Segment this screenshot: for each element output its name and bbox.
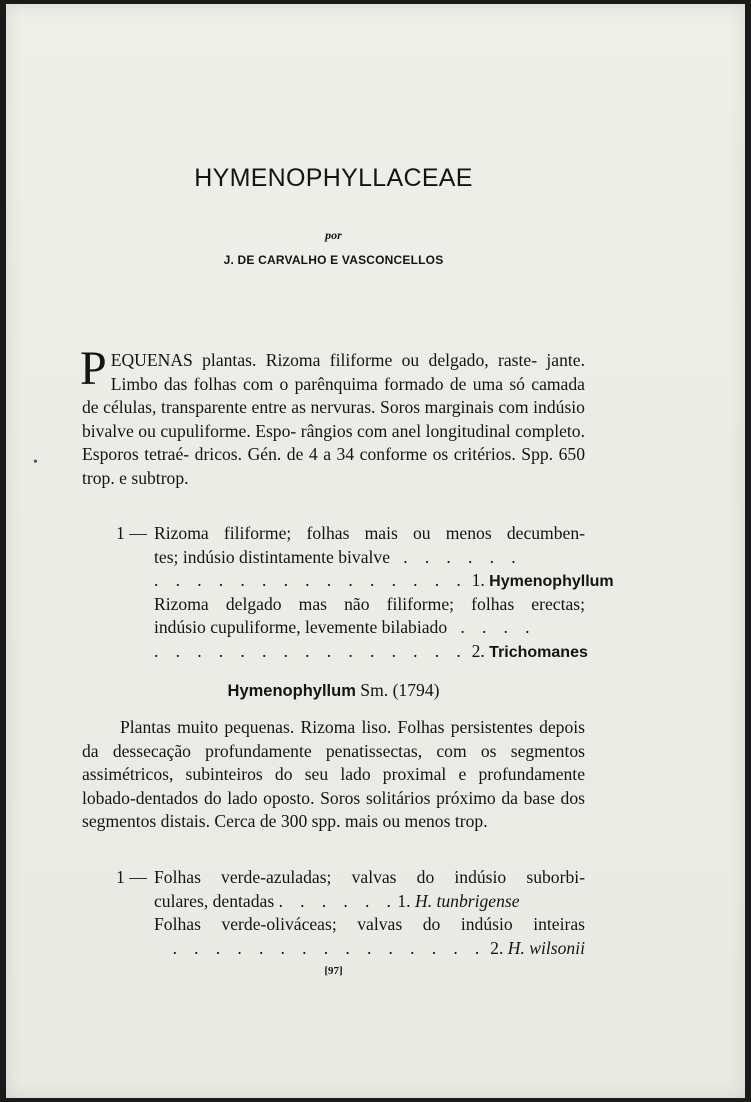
key-text-part: culares, dentadas	[154, 890, 275, 911]
species-key	[82, 866, 585, 960]
genus-key	[82, 522, 614, 664]
genus-description	[82, 716, 585, 834]
key-row	[82, 937, 585, 961]
result-genus: Trichomanes	[489, 643, 588, 661]
key-number: 1 —	[116, 523, 147, 543]
key-row	[82, 866, 585, 890]
intro-paragraph	[80, 342, 585, 491]
genus-authority: Sm. (1794)	[360, 680, 440, 700]
intro-line: rângios com anel longitudinal completo. Esporos tetraé-	[82, 420, 585, 465]
result-number: 1.	[397, 890, 411, 911]
genus-name: Hymenophyllum	[227, 682, 356, 700]
desc-text: solitários próximo da base dos segmentos distais. Cerca de	[82, 787, 585, 832]
book-page	[6, 4, 745, 1098]
leader-dots: . . . . . .	[278, 890, 398, 911]
show-through-decoration	[156, 84, 606, 112]
key-text	[154, 546, 585, 570]
leader-dots: . . . . . . . . . . . . . . .	[154, 640, 468, 661]
leader-dots: . . . . . .	[403, 546, 523, 567]
result-number: 2.	[490, 937, 504, 958]
result-species: wilsonii	[529, 937, 585, 958]
desc-text: segmentos assimétricos, subinteiros do seu lado proximal	[82, 740, 585, 785]
result-genus: Hymenophyllum	[489, 573, 614, 591]
intro-line: Soros marginais com indúsio bivalve ou cupuliforme. Espo-	[82, 397, 585, 441]
key-text: Folhas verde-azuladas; valvas do indúsio suborbi-	[154, 867, 585, 887]
intro-line: EQUENAS plantas. Rizoma filiforme ou delgado, raste-	[110, 350, 538, 370]
key-text: Folhas verde-oliváceas; valvas do indúsio inteiras	[154, 914, 585, 935]
author-name: J. DE CARVALHO E VASCONCELLOS	[223, 253, 444, 267]
result-number: 1.	[471, 570, 485, 591]
genus-heading	[82, 680, 585, 701]
key-text: Rizoma filiforme; folhas mais ou menos decumben-	[154, 523, 585, 543]
result-genus: H.	[414, 890, 433, 911]
intro-line: de uma só camada de células, transparente entre as nervuras.	[82, 373, 585, 418]
intro-line: e subtrop.	[119, 467, 189, 488]
key-text	[154, 616, 585, 640]
result-genus: H.	[507, 937, 525, 958]
desc-text: 300 spp. mais ou menos trop.	[280, 811, 488, 832]
page-number: [97]	[324, 965, 343, 977]
key-row	[82, 890, 585, 914]
key-row	[82, 546, 585, 570]
byline-label: por	[325, 228, 342, 242]
desc-line	[82, 716, 585, 834]
desc-text: depois da dessecação profundamente penatissectas, com os	[82, 717, 585, 761]
key-number: 1 —	[116, 867, 147, 887]
margin-speck: •	[33, 455, 38, 470]
key-text-part: tes; indúsio distintamente bivalve	[154, 546, 391, 567]
key-text-part: indúsio cupuliforme, levemente bilabiado	[154, 617, 448, 638]
key-result	[154, 569, 614, 594]
result-species: tunbrigense	[436, 890, 520, 911]
drop-cap: P	[80, 342, 107, 395]
leader-dots: . . . . . . . . . . . . . . .	[154, 570, 468, 591]
key-result	[154, 937, 585, 961]
key-row	[82, 640, 588, 664]
intro-line: jante. Limbo das folhas com o parênquima formado	[110, 350, 585, 394]
desc-text: Plantas muito pequenas. Rizoma liso. Folhas persistentes	[120, 717, 533, 737]
key-text: Rizoma delgado mas não filiforme; folhas erectas;	[154, 593, 585, 614]
leader-dots: . . . .	[460, 617, 536, 638]
key-row	[82, 593, 585, 617]
leader-dots: . . . . . . . . . . . . . . .	[172, 937, 486, 958]
key-row	[82, 522, 585, 546]
result-number: 2.	[471, 640, 485, 661]
desc-text: e profundamente lobado-dentados do lado oposto. Soros	[82, 764, 585, 808]
key-result	[154, 640, 588, 665]
key-row	[82, 569, 614, 593]
key-text	[154, 890, 585, 914]
intro-line: dricos. Gén. de 4 a 34 conforme os critérios. Spp. 650 trop.	[82, 444, 585, 488]
family-title: HYMENOPHYLLACEAE	[194, 164, 473, 192]
key-row	[82, 616, 585, 640]
key-row	[82, 913, 585, 937]
